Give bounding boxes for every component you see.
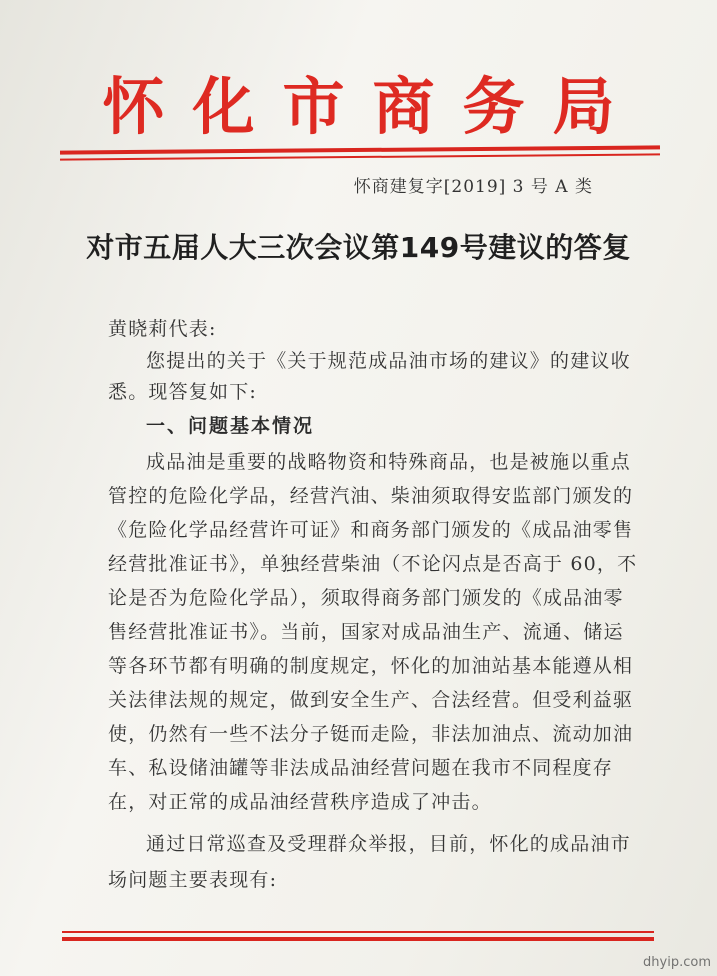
footer-red-rule-thin <box>62 931 654 933</box>
body-line: 在，对正常的成品油经营秩序造成了冲击。 <box>108 791 492 813</box>
body-line: 您提出的关于《关于规范成品油市场的建议》的建议收 <box>146 350 631 372</box>
body-line: 悉。现答复如下: <box>108 381 258 403</box>
footer-red-rule <box>62 937 654 941</box>
body-line: 论是否为危险化学品），须取得商务部门颁发的《成品油零 <box>108 587 624 609</box>
body-line: 成品油是重要的战略物资和特殊商品，也是被施以重点 <box>146 451 631 473</box>
letterhead-red-rule-thin <box>60 153 660 160</box>
body-line: 通过日常巡查及受理群众举报，目前，怀化的成品油市 <box>146 833 631 855</box>
agency-letterhead: 怀化市商务局 <box>102 70 643 143</box>
body-line: 等各环节都有明确的制度规定，怀化的加油站基本能遵从相 <box>108 655 634 677</box>
section-heading: 一、问题基本情况 <box>146 415 315 437</box>
body-line: 使，仍然有一些不法分子铤而走险，非法加油点、流动加油 <box>108 723 634 745</box>
body-line: 售经营批准证书》。当前，国家对成品油生产、流通、储运 <box>108 621 624 643</box>
site-watermark: dhyip.com <box>643 955 711 970</box>
body-line: 管控的危险化学品，经营汽油、柴油须取得安监部门颁发的 <box>108 485 634 507</box>
salutation: 黄晓莉代表: <box>108 318 217 340</box>
body-line: 场问题主要表现有: <box>108 869 278 891</box>
document-title: 对市五届人大三次会议第149号建议的答复 <box>86 231 631 264</box>
document-number: 怀商建复字[2019] 3 号 A 类 <box>353 177 593 197</box>
body-line: 经营批准证书》，单独经营柴油（不论闪点是否高于 60，不 <box>108 553 638 575</box>
body-line: 车、私设储油罐等非法成品油经营问题在我市不同程度存 <box>108 757 614 779</box>
body-line: 关法律法规的规定，做到安全生产、合法经营。但受利益驱 <box>108 689 634 711</box>
body-line: 《危险化学品经营许可证》和商务部门颁发的《成品油零售 <box>108 519 634 541</box>
